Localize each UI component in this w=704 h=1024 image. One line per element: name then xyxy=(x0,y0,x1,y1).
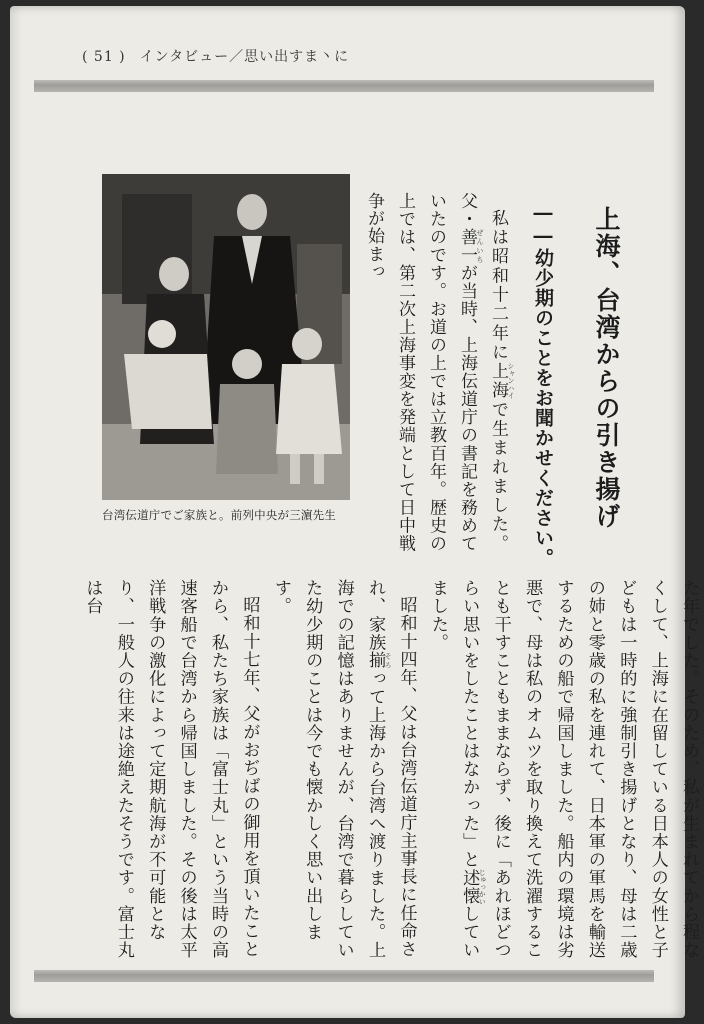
footer-rule xyxy=(34,970,654,982)
paragraph-continued: た年でした。そのため、私が生まれてから程なくして、上海に在留している日本人の女性と子どもは一時的に強制引き揚げとなり、母は二歳の姉と零歳の私を連れて、日本軍の軍馬を輸送するための船で帰国しました。船内の環境は劣悪で、母は私のオムツを取り換えて洗濯することも干すこともままならず、後に「あれほどつらい思いをしたことはなかった」と述懐 じゅっかいしていました。 xyxy=(427,579,700,960)
paragraph: 私は昭和十二年に上海 シャンハイで生まれました。父・善一 ぜんいちが当時、上海伝道庁の書記を務めていたのです。お道の上では立教百年。歴史の上では、第二次上海事変を発端として日中戦争が始まっ xyxy=(364,192,515,552)
paragraph: 昭和十七年、父がおぢばの御用を頂いたことから、私たち家族は「富士丸」という当時の高速客船で台湾から帰国しました。その後は太平洋戦争の激化によって定期航海が不可能となり、一般人の往来は途絶えたそうです。富士丸は台 xyxy=(82,579,260,960)
body-text-upper xyxy=(358,192,515,552)
paragraph-text-upper: が当時、上海伝道庁の書記を務めていたのです。お道の上では立教百年。歴史の上では、第二次上海事変を発端として日中戦争が始まっ xyxy=(364,192,477,552)
photo-caption: 台湾伝道庁でご家族と。前列中央が三濵先生 xyxy=(102,508,336,522)
article-subtitle: ――幼少期のことをお聞かせください。 xyxy=(532,202,554,568)
section-title: インタビュー／思い出すま丶に xyxy=(139,49,350,65)
book-page xyxy=(10,6,700,1018)
family-photo xyxy=(102,174,350,500)
page-number: ( 51 ) xyxy=(82,49,126,65)
running-head xyxy=(82,46,349,66)
header-rule xyxy=(34,80,654,92)
body-text-lower xyxy=(76,579,704,964)
article-title: 上海、台湾からの引き揚げ xyxy=(592,206,621,530)
paragraph: 昭和十四年、父は台湾伝道庁主事長に任命され、家族揃 そろって上海から台湾へ渡りました。上海での記憶はありませんが、台湾で暮らしていた幼少期のことは今でも懐かしく思い出します。 xyxy=(270,579,417,960)
